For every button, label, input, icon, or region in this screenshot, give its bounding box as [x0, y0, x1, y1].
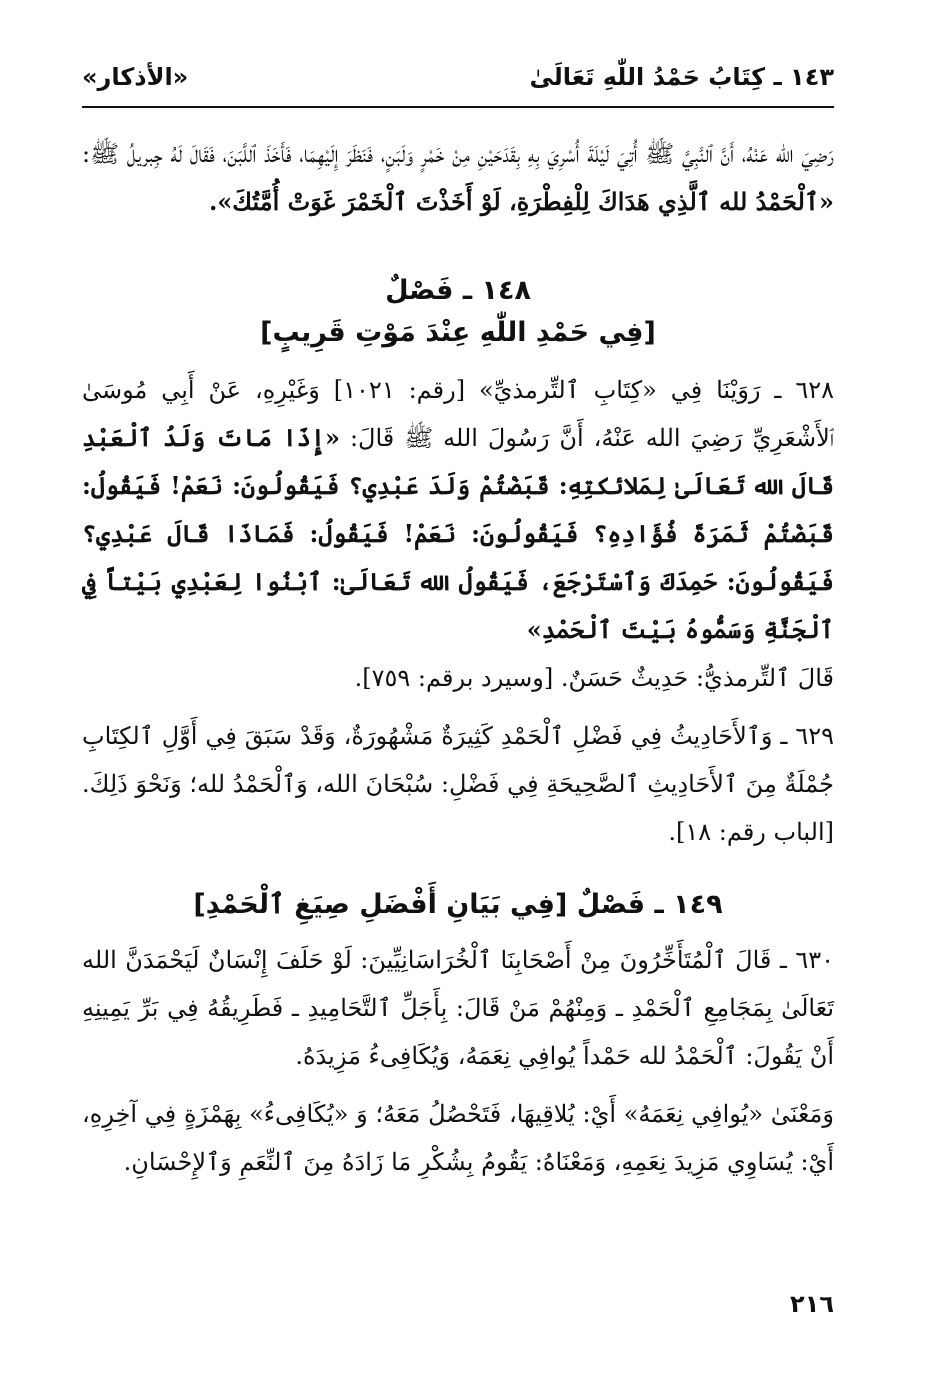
paragraph-628-intro: ٦٢٨ ـ رَوَيْنَا فِي «كِتَابِ ٱلتِّرمذيِّ» [رقم: ١٠٢١] وَغَيْرِهِ، عَنْ أَبِي مُوسَىٰ ٱلأَشْعَرِيِّ رَضِيَ الله عَنْهُ، أَنَّ رَسُولَ الله ﷺ قَالَ:	[82, 376, 834, 452]
paragraph-meaning: وَمَعْنَىٰ «يُوافِي نِعَمَهُ» أَيْ: يُلاقِيهَا، فَتَحْصُلُ مَعَهُ؛ وَ «يُكَافِىءُ» بِهَمْزَةٍ فِي آخِرِهِ، أَيْ: يُسَاوِي مَزِيدَ نِعَمِهِ، وَمَعْنَاهُ: يَقُومُ بِشُكْرِ مَا زَادَهُ مِنَ ٱلنِّعَمِ وَٱلإِحْسَانِ.	[82, 1100, 835, 1176]
paragraph-629: ٦٢٩ ـ وَٱلأَحَادِيثُ فِي فَضْلِ ٱلْحَمْدِ كَثِيرَةٌ مَشْهُورَةٌ، وَقَدْ سَبَقَ فِي أَوَّلِ ٱلكِتَابِ جُمْلَةٌ مِنَ ٱلأَحَادِيثِ ٱلصَّحِيحَةِ فِي فَضْلِ: سُبْحَانَ الله، وَٱلْحَمْدُ لله؛ وَنَحْوَ ذَلِكَ. [الباب رقم: ١٨].	[82, 722, 834, 846]
paragraph-628-hadith: «إِذَا مَاتَ وَلَدُ ٱلْعَبْدِ قَالَ الله تَعَالَىٰ لِمَلائكتِهِ: قَبَضْتُمْ وَلَدَ عَبْدِي؟ فَيَقُولُونَ: نَعَمْ! فَيَقُولُ: قَبَضْتُمْ ثَمَرَةَ فُؤَادِهِ؟ فَيَقُولُونَ: نَعَمْ! فَيَقُولُ: فَمَاذَا قَالَ عَبْدِي؟ فَيَقُولُونَ: حَمِدَكَ وَٱسْتَرْجَعَ، فَيَقُولُ الله تَعَالَىٰ: ٱبْنُوا لِعَبْدِي بَيْتاً فِي ٱلْجَنَّةِ وَسَمُّوهُ بَيْتَ ٱلْحَمْدِ»	[82, 423, 834, 644]
section-148-subtitle: [فِي حَمْدِ اللّٰهِ عِنْدَ مَوْتِ قَرِيبٍ]	[260, 317, 656, 348]
running-header	[82, 58, 834, 108]
section-149-title: ١٤٩ ـ فَصْلٌ [فِي بَيَانِ أَفْضَلِ صِيَغِ ٱلْحَمْدِ]	[193, 889, 723, 920]
paragraph-628	[82, 366, 834, 654]
section-148-title: ١٤٨ ـ فَصْلٌ	[385, 275, 531, 306]
book-title: «الأذكار»	[82, 63, 189, 91]
page-number: ٢١٦	[790, 1290, 834, 1318]
paragraph-text: رَضِيَ الله عَنْهُ، أَنَّ ٱلنَّبِيَّ ﷺ أُتِيَ لَيْلَةَ أُسْرِيَ بِهِ بِقَدَحَيْنِ مِنْ خَمْرٍ وَلَبَنٍ، فَنَظَرَ إِلَيْهِمَا، فَأَخَذَ ٱللَّبَنَ، فَقَالَ لَهُ جِبريلُ ﷺ:	[82, 140, 834, 168]
paragraph-630: ٦٣٠ ـ قَالَ ٱلْمُتَأَخِّرُونَ مِنْ أَصْحَابِنَا ٱلْخُرَاسَانِيِّينَ: لَوْ حَلَفَ إِنْسَانٌ لَيَحْمَدَنَّ الله تَعَالَىٰ بِمَجَامِعِ ٱلْحَمْدِ ـ وَمِنْهُمْ مَنْ قَالَ: بِأَجَلِّ ٱلتَّحَامِيدِ ـ فَطَرِيقُهُ فِي بَرِّ يَمِينِهِ أَنْ يَقُولَ: ٱلْحَمْدُ لله حَمْداً يُوافِي نِعَمَهُ، وَيُكَافِىءُ مَزِيدَهُ.	[82, 946, 834, 1070]
chapter-title: ١٤٣ ـ كِتَابُ حَمْدُ اللّٰهِ تَعَالَىٰ	[529, 63, 834, 91]
hadith-continuation-paragraph	[82, 130, 834, 226]
paragraph-628-note: قَالَ ٱلتِّرمذيُّ: حَدِيثٌ حَسَنٌ. [وسيرد برقم: ٧٥٩].	[354, 664, 834, 692]
hadith-quote: «ٱلْحَمْدُ لله ٱلَّذِي هَدَاكَ لِلْفِطْرَةِ، لَوْ أَخَذْتَ ٱلْخَمْرَ غَوَتْ أُمَّتُكَ».	[208, 187, 834, 216]
